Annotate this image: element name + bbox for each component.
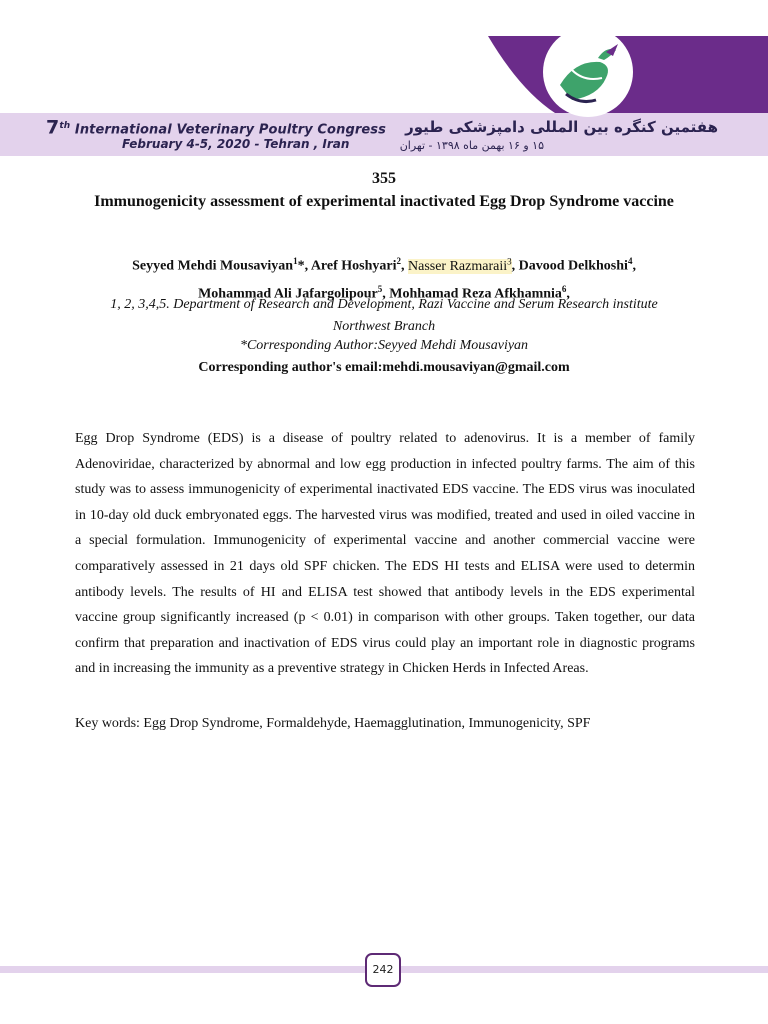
author-separator: , <box>401 258 408 274</box>
congress-date-english: February 4-5, 2020 - Tehran , Iran <box>122 137 350 151</box>
author-name: Aref Hoshyari <box>310 258 397 274</box>
author-name: Mohhamad Reza Afkhamnia <box>389 286 562 302</box>
author-affiliation-sup: 2 <box>396 256 401 266</box>
page-number: 242 <box>365 953 401 987</box>
author-affiliation-sup: 1 <box>293 256 298 266</box>
author-name: Nasser Razmaraii <box>408 258 508 274</box>
affiliation-line: 1, 2, 3,4,5. Department of Research and Development, Razi Vaccine and Serum Research institute <box>110 297 658 312</box>
author-name: Mohammad Ali Jafargolipour <box>198 286 378 302</box>
author-affiliation-sup: 3 <box>507 256 512 266</box>
author-separator: , <box>632 258 636 274</box>
congress-ordinal-number: 7 <box>46 116 60 139</box>
keywords: Key words: Egg Drop Syndrome, Formaldehyde, Haemagglutination, Immunogenicity, SPF <box>75 716 591 731</box>
congress-header <box>0 0 768 160</box>
author-affiliation-sup: 4 <box>627 256 633 266</box>
author-affiliation-sup: 5 <box>377 283 383 294</box>
congress-ordinal-suffix: th <box>59 121 71 131</box>
author-separator: , <box>382 286 390 302</box>
author-separator: , <box>566 286 570 302</box>
congress-date-persian: ۱۵ و ۱۶ بهمن ماه ۱۳۹۸ - تهران <box>399 139 544 152</box>
author-separator: *, <box>297 258 311 274</box>
abstract-body: Egg Drop Syndrome (EDS) is a disease of poultry related to adenovirus. It is a member of family Adenoviridae, characterized by abnormal and low egg production in infected poultry farms. The aim of this study was to assess immunogenicity of experimental inactivated EDS vaccine. The EDS virus was inoculated in 10-day old duck embryonated eggs. The harvested virus was modified, treated and used in oiled vaccine in a special formulation. Immunogenicity of experimental vaccine and another commercial vaccine were comparatively assessed in 21 days old SPF chicken. The EDS HI tests and ELISA were used to determin antibody levels. The results of HI and ELISA test showed that antibody levels in the EDS experimental vaccine group significantly increased (p < 0.01) in comparison with other groups. Taken together, our data confirm that preparation and inactivation of EDS virus could play an important role in diagnostic programs and in increasing the immunity as a preventive strategy in Chicken Herds in Infected Areas. <box>75 431 695 677</box>
highlighted-author-name <box>408 256 512 274</box>
author-name: Seyyed Mehdi Mousaviyan <box>132 258 294 274</box>
author-affiliation-sup: 6 <box>561 283 567 294</box>
congress-name-persian: هفتمین کنگره بین المللی دامپزشکی طیور <box>405 118 718 136</box>
congress-name-english <box>46 118 386 138</box>
paper-title: Immunogenicity assessment of experimental inactivated Egg Drop Syndrome vaccine <box>94 193 674 210</box>
affiliation <box>40 294 728 338</box>
affiliation-line: Northwest Branch <box>332 319 436 334</box>
author-separator: , <box>511 258 519 274</box>
congress-name-text: International Veterinary Poultry Congress <box>70 122 386 138</box>
corresponding-email: Corresponding author's email:mehdi.mousaviyan@gmail.com <box>198 360 570 375</box>
corresponding-author: *Corresponding Author:Seyyed Mehdi Mousaviyan <box>239 338 529 353</box>
author-name: Davood Delkhoshi <box>518 258 628 274</box>
paper-number: 355 <box>372 170 396 187</box>
